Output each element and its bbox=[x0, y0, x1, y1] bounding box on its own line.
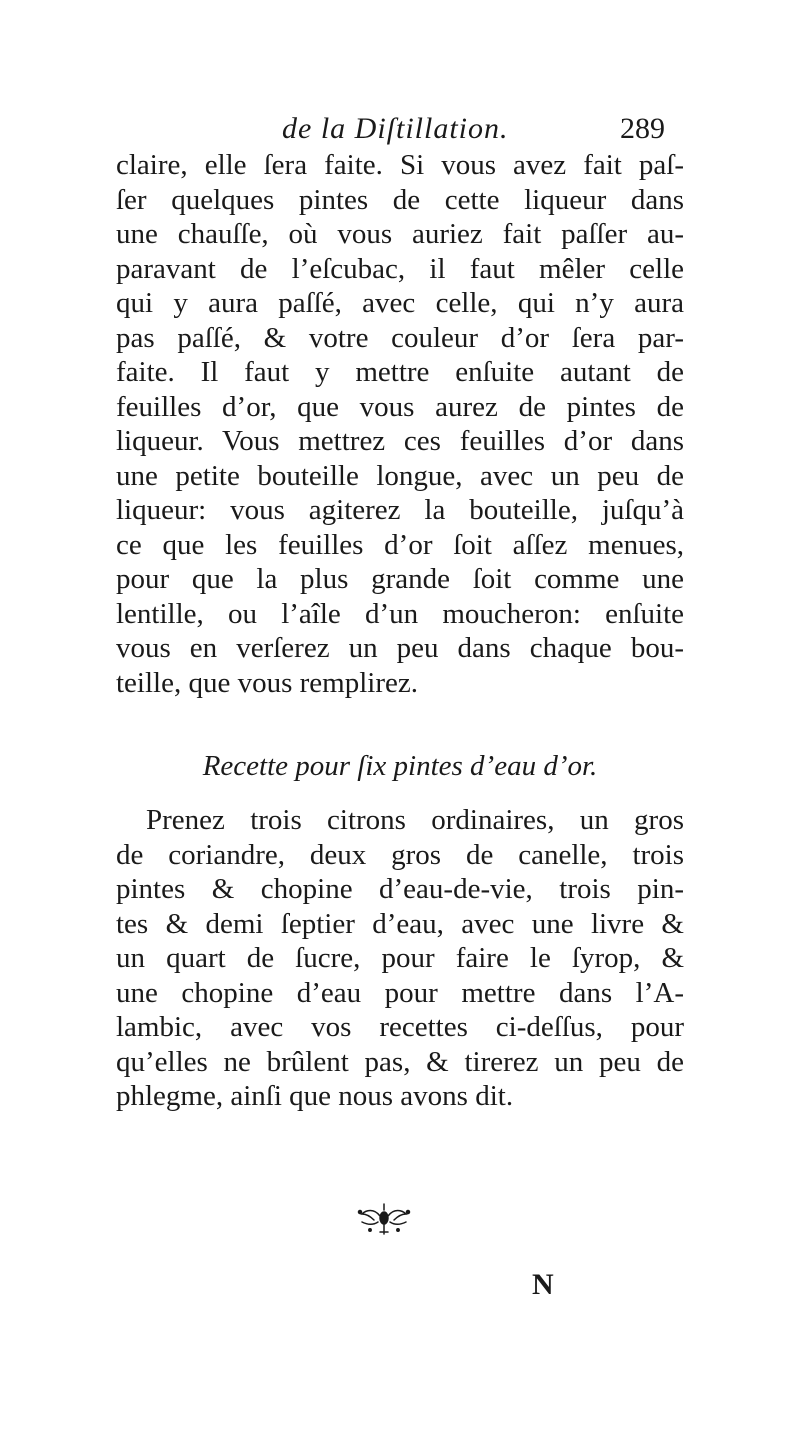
text-line: pas paſſé, & votre couleur d’or ſera par- bbox=[116, 321, 684, 354]
text-line: liqueur: vous agiterez la bouteille, juſqu’à bbox=[116, 494, 684, 526]
fleuron-ornament-icon bbox=[356, 1200, 412, 1240]
text-line: Prenez trois citrons ordinaires, un gros bbox=[146, 804, 684, 836]
paragraph-2 bbox=[116, 803, 684, 1114]
text-line: ſer quelques pintes de cette liqueur dans bbox=[116, 183, 684, 216]
running-title: de la Diſtillation. bbox=[282, 112, 509, 145]
text-line: une chopine d’eau pour mettre dans l’A- bbox=[116, 976, 684, 1009]
text-line: phlegme, ainſi que nous avons dit. bbox=[116, 1080, 514, 1112]
text-line: une chauſſe, où vous auriez fait paſſer au- bbox=[116, 218, 684, 250]
text-line: pour que la plus grande ſoit comme une bbox=[116, 563, 684, 595]
text-line: lentille, ou l’aîle d’un moucheron: enſuite bbox=[116, 597, 684, 630]
text-line: ce que les feuilles d’or ſoit aſſez menues, bbox=[116, 528, 684, 561]
text-line: teille, que vous remplirez. bbox=[116, 666, 418, 699]
recipe-heading: Recette pour ſix pintes d’eau d’or. bbox=[202, 750, 598, 782]
text-line: liqueur. Vous mettrez ces feuilles d’or dans bbox=[116, 425, 684, 457]
text-line: vous en verſerez un peu dans chaque bou- bbox=[116, 632, 684, 664]
text-line: qui y aura paſſé, avec celle, qui n’y aura bbox=[116, 287, 684, 319]
text-line: pintes & chopine d’eau-de-vie, trois pin- bbox=[116, 873, 684, 905]
text-line: qu’elles ne brûlent pas, & tirerez un peu de bbox=[116, 1045, 684, 1078]
text-line: paravant de l’eſcubac, il faut mêler celle bbox=[116, 252, 684, 285]
text-line: faite. Il faut y mettre enſuite autant de bbox=[116, 356, 684, 388]
page-number: 289 bbox=[620, 112, 665, 145]
text-line: un quart de ſucre, pour faire le ſyrop, & bbox=[116, 942, 684, 974]
text-line: de coriandre, deux gros de canelle, trois bbox=[116, 838, 684, 871]
text-line: claire, elle ſera faite. Si vous avez fait paſ- bbox=[116, 149, 684, 181]
paragraph-1 bbox=[116, 148, 684, 700]
text-line: lambic, avec vos recettes ci-deſſus, pour bbox=[116, 1011, 684, 1043]
text-line: une petite bouteille longue, avec un peu de bbox=[116, 459, 684, 492]
text-line: feuilles d’or, que vous aurez de pintes de bbox=[116, 390, 684, 423]
text-line: tes & demi ſeptier d’eau, avec une livre & bbox=[116, 907, 684, 940]
signature-mark: N bbox=[532, 1268, 554, 1301]
